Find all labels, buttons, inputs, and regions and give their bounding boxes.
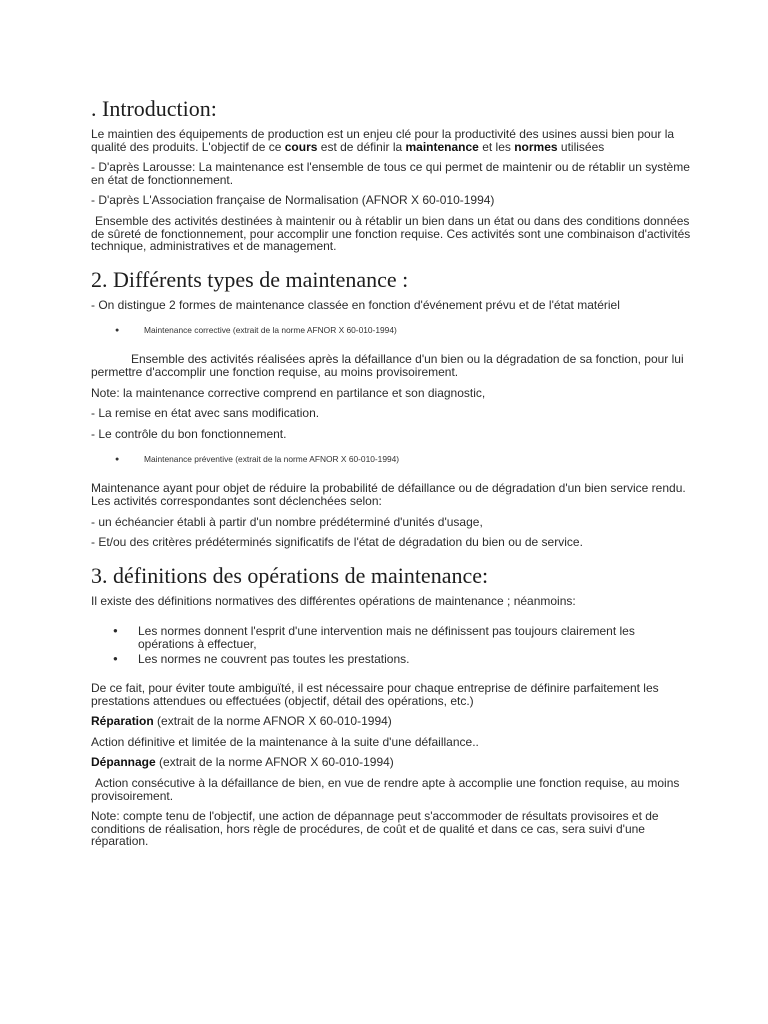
bullet-icon: ● bbox=[113, 654, 118, 664]
definitions-list bbox=[91, 625, 691, 666]
document-body bbox=[91, 96, 691, 856]
depannage-definition: Action consécutive à la défaillance de bien, en vue de rendre apte à accomplie une fonction requise, au moins provisoirement. bbox=[91, 776, 680, 803]
list-item bbox=[91, 325, 691, 336]
bold-term-depannage: Dépannage bbox=[91, 755, 156, 770]
list-item-label: Maintenance corrective (extrait de la norme AFNOR X 60-010-1994) bbox=[144, 325, 397, 336]
bullet-icon: ● bbox=[113, 626, 118, 636]
section-heading-types: 2. Différents types de maintenance : bbox=[91, 266, 409, 292]
bold-term-maintenance: maintenance bbox=[405, 139, 479, 154]
text: et les bbox=[478, 139, 515, 154]
text: Le maintien des équipements de production est un enjeu clé pour la productivité des usines aussi bien pour la qualité des produits. L'objectif de ce bbox=[91, 127, 675, 154]
reparation-heading bbox=[91, 715, 691, 728]
corrective-item: - La remise en état avec sans modification. bbox=[91, 406, 320, 421]
corrective-definition: Ensemble des activités réalisées après la défaillance d'un bien ou la dégradation de sa fonction, pour lui permettre d'accomplir une fonction requise, au moins provisoirement. bbox=[91, 352, 684, 379]
depannage-heading bbox=[91, 756, 691, 769]
bold-term-reparation: Réparation bbox=[91, 714, 154, 729]
corrective-item: - Le contrôle du bon fonctionnement. bbox=[91, 426, 287, 441]
list-item-label: Les normes ne couvrent pas toutes les prestations. bbox=[138, 652, 410, 667]
text: utilisées bbox=[557, 139, 605, 154]
larousse-definition: - D'après Larousse: La maintenance est l'ensemble de tous ce qui permet de maintenir ou de rétablir un système en état de fonctionnement. bbox=[91, 160, 690, 187]
list-item bbox=[91, 454, 691, 465]
section-heading-definitions: 3. définitions des opérations de maintenance: bbox=[91, 562, 489, 588]
text: (extrait de la norme AFNOR X 60-010-1994) bbox=[155, 755, 394, 770]
bold-term-cours: cours bbox=[284, 139, 318, 154]
text: (extrait de la norme AFNOR X 60-010-1994) bbox=[153, 714, 392, 729]
list-item-label: Les normes donnent l'esprit d'une intervention mais ne définissent pas toujours clairement les opérations à effectuer, bbox=[138, 624, 635, 651]
preventive-list bbox=[91, 454, 691, 465]
intro-paragraph bbox=[91, 128, 691, 153]
list-item-label: Maintenance préventive (extrait de la norme AFNOR X 60-010-1994) bbox=[144, 454, 400, 465]
afnor-definition: Ensemble des activités destinées à maintenir ou à rétablir un bien dans un état ou dans des conditions données de sûreté de fonctionnement, pour accomplir une fonction requise. Ces activités sont une combinaison d'activités technique, administratives et de management. bbox=[91, 213, 691, 254]
definitions-intro: Il existe des définitions normatives des différentes opérations de maintenance ; néanmoins: bbox=[91, 593, 576, 608]
types-intro: - On distingue 2 formes de maintenance classée en fonction d'événement prévu et de l'état matériel bbox=[91, 297, 620, 312]
reparation-definition: Action définitive et limitée de la maintenance à la suite d'une défaillance.. bbox=[91, 734, 479, 749]
bullet-icon: ● bbox=[115, 327, 120, 335]
bullet-icon: ● bbox=[115, 456, 120, 464]
corrective-list bbox=[91, 325, 691, 336]
preventive-item: - un échéancier établi à partir d'un nombre prédéterminé d'unités d'usage, bbox=[91, 514, 483, 529]
preventive-item: - Et/ou des critères prédéterminés significatifs de l'état de dégradation du bien ou de service. bbox=[91, 535, 583, 550]
list-item bbox=[91, 653, 691, 666]
corrective-note: Note: la maintenance corrective comprend en partilance et son diagnostic, bbox=[91, 385, 486, 400]
preventive-definition: Maintenance ayant pour objet de réduire la probabilité de défaillance ou de dégradation d'un bien service rendu. Les activités correspondantes sont déclenchées selon: bbox=[91, 481, 686, 508]
afnor-reference: - D'après L'Association française de Normalisation (AFNOR X 60-010-1994) bbox=[91, 193, 495, 208]
text: est de définir la bbox=[317, 139, 406, 154]
section-heading-introduction: . Introduction: bbox=[91, 96, 217, 121]
ambiguity-paragraph: De ce fait, pour éviter toute ambiguïté, il est nécessaire pour chaque entreprise de définire parfaitement les prestations attendues ou effectuées (objectif, détail des opérations, etc.) bbox=[91, 681, 659, 708]
bold-term-normes: normes bbox=[514, 139, 558, 154]
list-item bbox=[91, 625, 691, 650]
depannage-note: Note: compte tenu de l'objectif, une action de dépannage peut s'accommoder de résultats provisoires et de conditions de réalisation, hors règle de procédures, de coût et de qualité et dans ce cas, sera suivi d'une réparation. bbox=[91, 809, 659, 849]
